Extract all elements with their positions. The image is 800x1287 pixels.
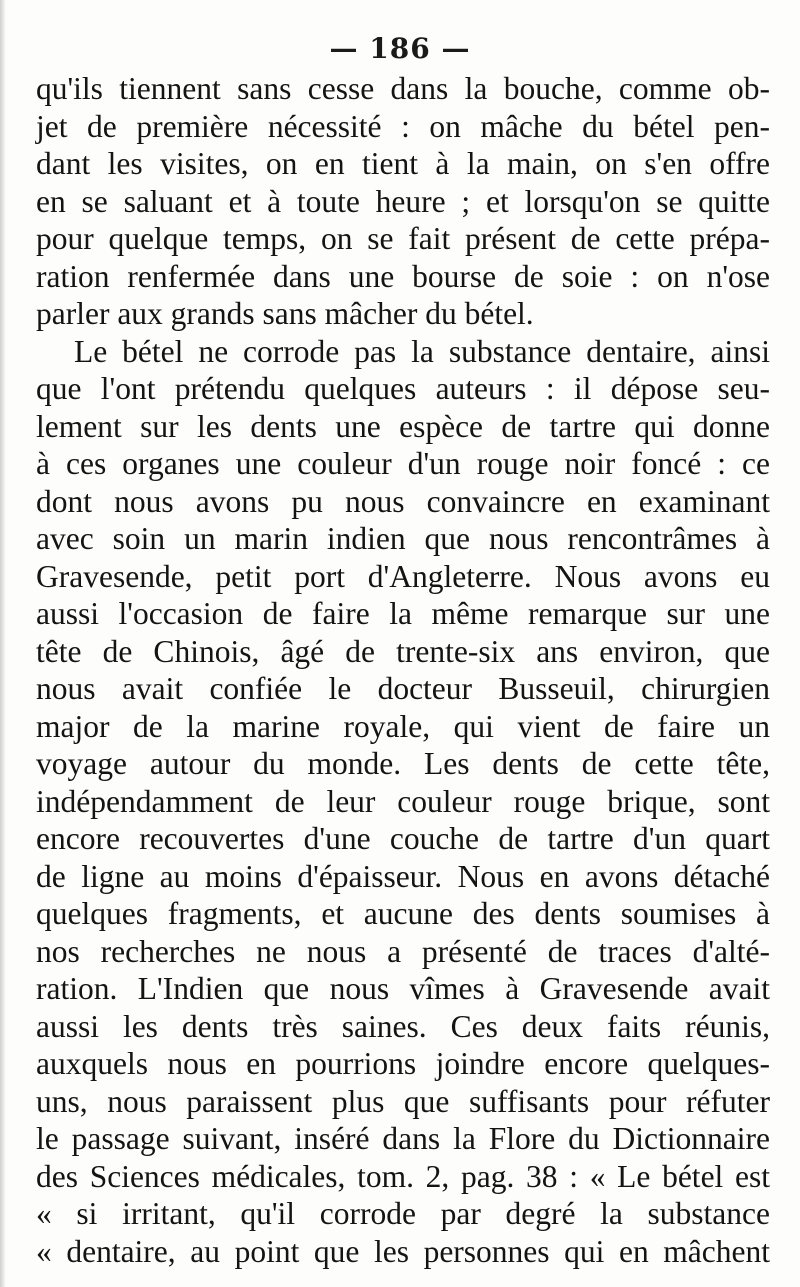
text-line: ration renfermée dans une bourse de soie : on n'ose xyxy=(36,258,770,294)
text-line: auxquels nous en pourrions joindre encore quelques- xyxy=(36,1046,770,1081)
text-line: uns, nous paraissent plus que suffisants pour réfuter xyxy=(36,1083,770,1119)
page-gutter-shadow xyxy=(0,0,6,1287)
text-line: nous avait confiée le docteur Busseuil, chirurgien xyxy=(36,671,770,706)
text-line: dant les visites, on en tient à la main, on s'en offre xyxy=(36,146,770,181)
text-line: nos recherches ne nous a présenté de traces d'alté- xyxy=(36,933,770,969)
text-line: que l'ont prétendu quelques auteurs : il dépose seu- xyxy=(36,371,770,406)
text-line: à ces organes une couleur d'un rouge noir foncé : ce xyxy=(36,446,770,481)
page-number: — 186 — xyxy=(329,32,471,65)
text-line: tête de Chinois, âgé de trente-six ans environ, que xyxy=(36,633,770,669)
text-line: le passage suivant, inséré dans la Flore du Dictionnaire xyxy=(36,1121,770,1156)
text-line: de ligne au moins d'épaisseur. Nous en avons détaché xyxy=(36,858,770,894)
text-line: aussi les dents très saines. Ces deux faits réunis, xyxy=(36,1008,770,1044)
text-line: Gravesende, petit port d'Angleterre. Nous avons eu xyxy=(36,558,770,594)
text-line: jet de première nécessité : on mâche du bétel pen- xyxy=(36,108,770,144)
text-line: indépendamment de leur couleur rouge brique, sont xyxy=(36,783,770,819)
text-line: en se saluant et à toute heure ; et lorsqu'on se quitte xyxy=(36,183,770,219)
text-line: qu'ils tiennent sans cesse dans la bouche, comme ob- xyxy=(36,71,770,106)
text-line: Le bétel ne corrode pas la substance dentaire, ainsi xyxy=(74,333,770,369)
text-line: voyage autour du monde. Les dents de cette tête, xyxy=(36,746,770,781)
text-line: ration. L'Indien que nous vîmes à Gravesende avait xyxy=(36,971,770,1006)
text-line: aussi l'occasion de faire la même remarque sur une xyxy=(36,596,770,631)
text-line: avec soin un marin indien que nous rencontrâmes à xyxy=(36,521,770,556)
text-line: pour quelque temps, on se fait présent de cette prépa- xyxy=(36,221,770,256)
text-line: quelques fragments, et aucune des dents soumises à xyxy=(36,896,770,931)
text-line: « dentaire, au point que les personnes qui en mâchent xyxy=(36,1233,770,1269)
text-line: major de la marine royale, qui vient de faire un xyxy=(36,708,770,744)
text-line: « si irritant, qu'il corrode par degré la substance xyxy=(36,1196,770,1231)
text-line: parler aux grands sans mâcher du bétel. xyxy=(36,296,534,331)
text-line: des Sciences médicales, tom. 2, pag. 38 : « Le bétel est xyxy=(36,1158,770,1194)
text-line: dont nous avons pu nous convaincre en examinant xyxy=(36,483,770,519)
body-text xyxy=(36,70,770,1270)
text-line: lement sur les dents une espèce de tartre qui donne xyxy=(36,408,770,444)
text-line: encore recouvertes d'une couche de tartre d'un quart xyxy=(36,821,770,856)
